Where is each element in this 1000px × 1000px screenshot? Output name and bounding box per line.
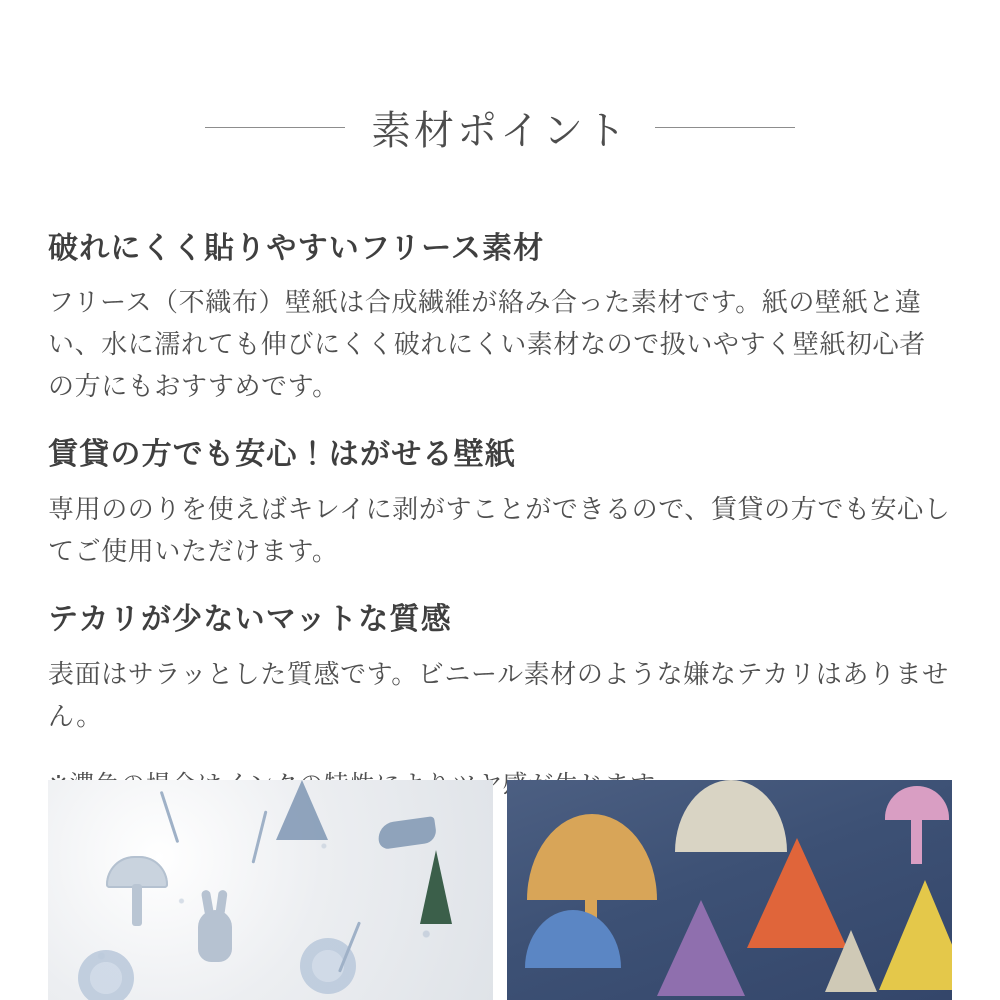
wallpaper-sample-photo-light — [48, 780, 493, 1000]
fir-tree-icon — [420, 850, 452, 924]
content-area — [0, 229, 1000, 805]
feature-heading: 破れにくく貼りやすいフリース素材 — [48, 231, 545, 265]
feature-block-2 — [48, 435, 952, 572]
feature-body: 表面はサラッとした質感です。ビニール素材のような嫌なテカリはありません。 — [48, 658, 949, 731]
paper-tree-icon — [825, 930, 877, 992]
feature-block-1 — [48, 229, 952, 408]
mushroom-icon — [885, 786, 949, 820]
feature-body: 専用ののりを使えばキレイに剥がすことができるので、賃貸の方でも安心してご使用いただけます。 — [48, 493, 951, 567]
paper-tree-icon — [657, 900, 745, 996]
mushroom-stem-icon — [911, 818, 922, 864]
paper-tree-icon — [525, 910, 621, 968]
paper-tree-icon — [527, 814, 657, 900]
feature-heading: 賃貸の方でも安心！はがせる壁紙 — [48, 438, 516, 472]
foliage-icon — [78, 950, 134, 1000]
section-header — [0, 0, 1000, 183]
feature-heading: テカリが少ないマットな質感 — [48, 603, 452, 637]
wallpaper-sample-photo-dark — [507, 780, 952, 1000]
page-title: 素材ポイント — [371, 108, 629, 153]
paper-tree-icon — [879, 880, 952, 990]
feature-block-3 — [48, 600, 952, 737]
divider-left — [205, 127, 345, 128]
rabbit-icon — [198, 910, 232, 962]
feature-body: フリース（不織布）壁紙は合成繊維が絡み合った素材です。紙の壁紙と違い、水に濡れても伸びにくく破れにくい素材なので扱いやすく壁紙初心者の方にもおすすめです。 — [48, 287, 926, 402]
paper-tree-icon — [276, 780, 328, 840]
mushroom-stem-icon — [132, 884, 142, 926]
sample-photo-strip — [48, 780, 952, 1000]
divider-right — [655, 127, 795, 128]
